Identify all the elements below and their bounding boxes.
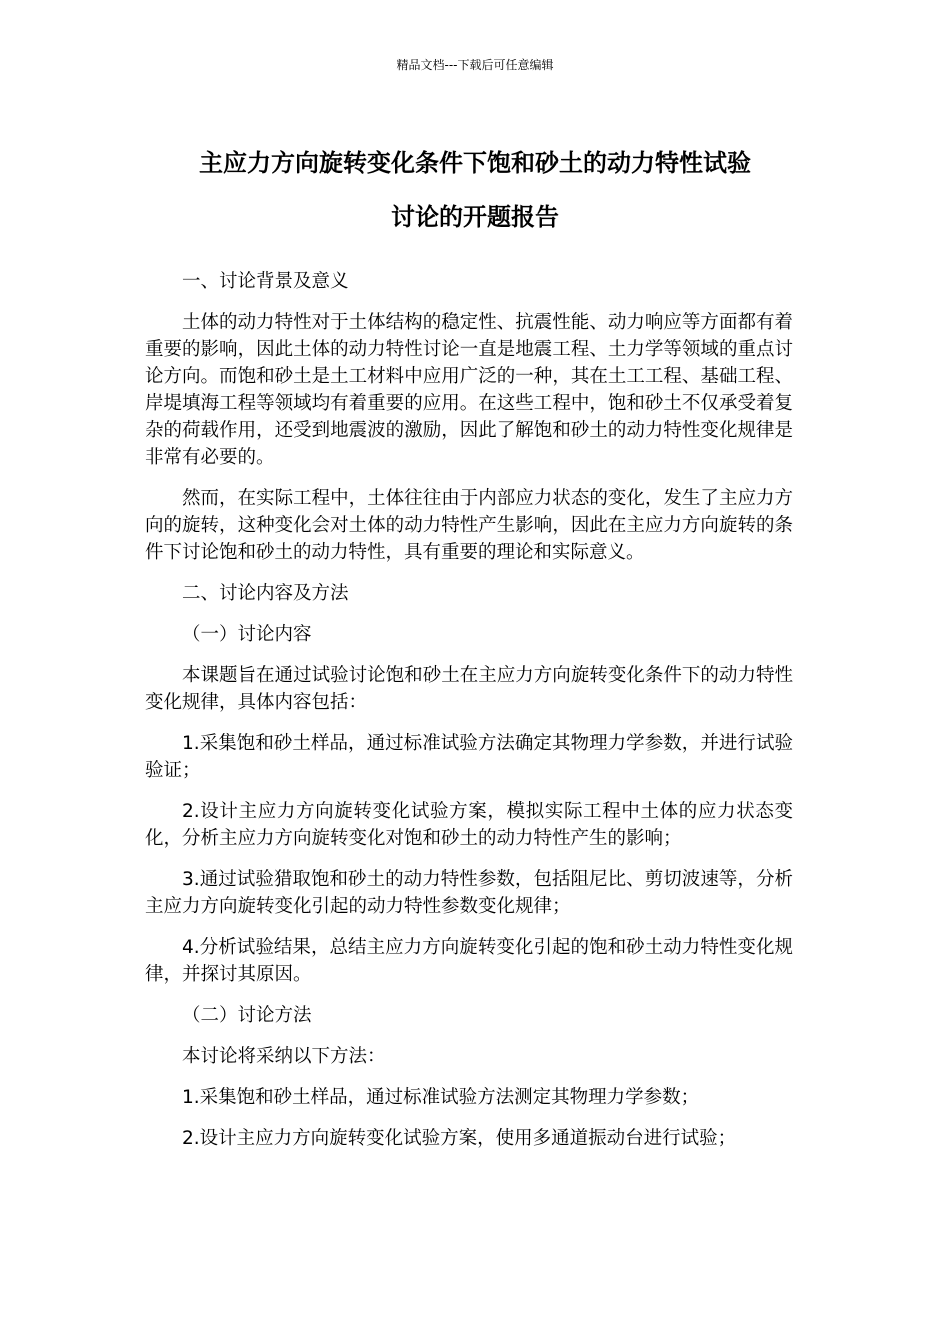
content-list-item: 2.设计主应力方向旋转变化试验方案，模拟实际工程中土体的应力状态变化，分析主应力方向旋转变化对饱和砂土的动力特性产生的影响； <box>145 801 793 849</box>
document-body <box>145 268 793 1166</box>
paragraph-background-2: 然而，在实际工程中，土体往往由于内部应力状态的变化，发生了主应力方向的旋转，这种变化会对土体的动力特性产生影响，因此在主应力方向旋转的条件下讨论饱和砂土的动力特性，具有重要的理论和实际意义。 <box>145 488 793 563</box>
section-heading-content-method: 二、讨论内容及方法 <box>182 583 349 604</box>
section-heading-background: 一、讨论背景及意义 <box>182 271 349 292</box>
content-list-item: 1.采集饱和砂土样品，通过标准试验方法确定其物理力学参数，并进行试验验证； <box>145 733 793 781</box>
method-list-item: 1.采集饱和砂土样品，通过标准试验方法测定其物理力学参数； <box>182 1087 700 1108</box>
header-note: 精品文档---下载后可任意编辑 <box>396 58 554 72</box>
paragraph-background-1: 土体的动力特性对于土体结构的稳定性、抗震性能、动力响应等方面都有着重要的影响，因此土体的动力特性讨论一直是地震工程、土力学等领域的重点讨论方向。而饱和砂土是土工材料中应用广泛的一种，其在土工工程、基础工程、岸堤填海工程等领域均有着重要的应用。在这些工程中，饱和砂土不仅承受着复杂的荷载作用，还受到地震波的激励，因此了解饱和砂土的动力特性变化规律是非常有必要的。 <box>145 312 793 468</box>
method-list-item: 2.设计主应力方向旋转变化试验方案，使用多通道振动台进行试验； <box>182 1128 737 1149</box>
subheading-research-method: （二）讨论方法 <box>182 1005 312 1026</box>
subheading-research-content: （一）讨论内容 <box>182 624 312 645</box>
content-list-item: 3.通过试验猎取饱和砂土的动力特性参数，包括阻尼比、剪切波速等，分析主应力方向旋转变化引起的动力特性参数变化规律； <box>145 869 793 917</box>
paragraph-method-intro: 本讨论将采纳以下方法： <box>182 1046 386 1067</box>
document-title <box>135 136 815 244</box>
paragraph-content-intro: 本课题旨在通过试验讨论饱和砂土在主应力方向旋转变化条件下的动力特性变化规律，具体内容包括： <box>145 665 793 713</box>
document-title-line-1: 主应力方向旋转变化条件下饱和砂土的动力特性试验 <box>199 149 751 177</box>
content-list-item: 4.分析试验结果，总结主应力方向旋转变化引起的饱和砂土动力特性变化规律，并探讨其原因。 <box>145 937 793 985</box>
document-title-line-2: 讨论的开题报告 <box>391 203 559 231</box>
